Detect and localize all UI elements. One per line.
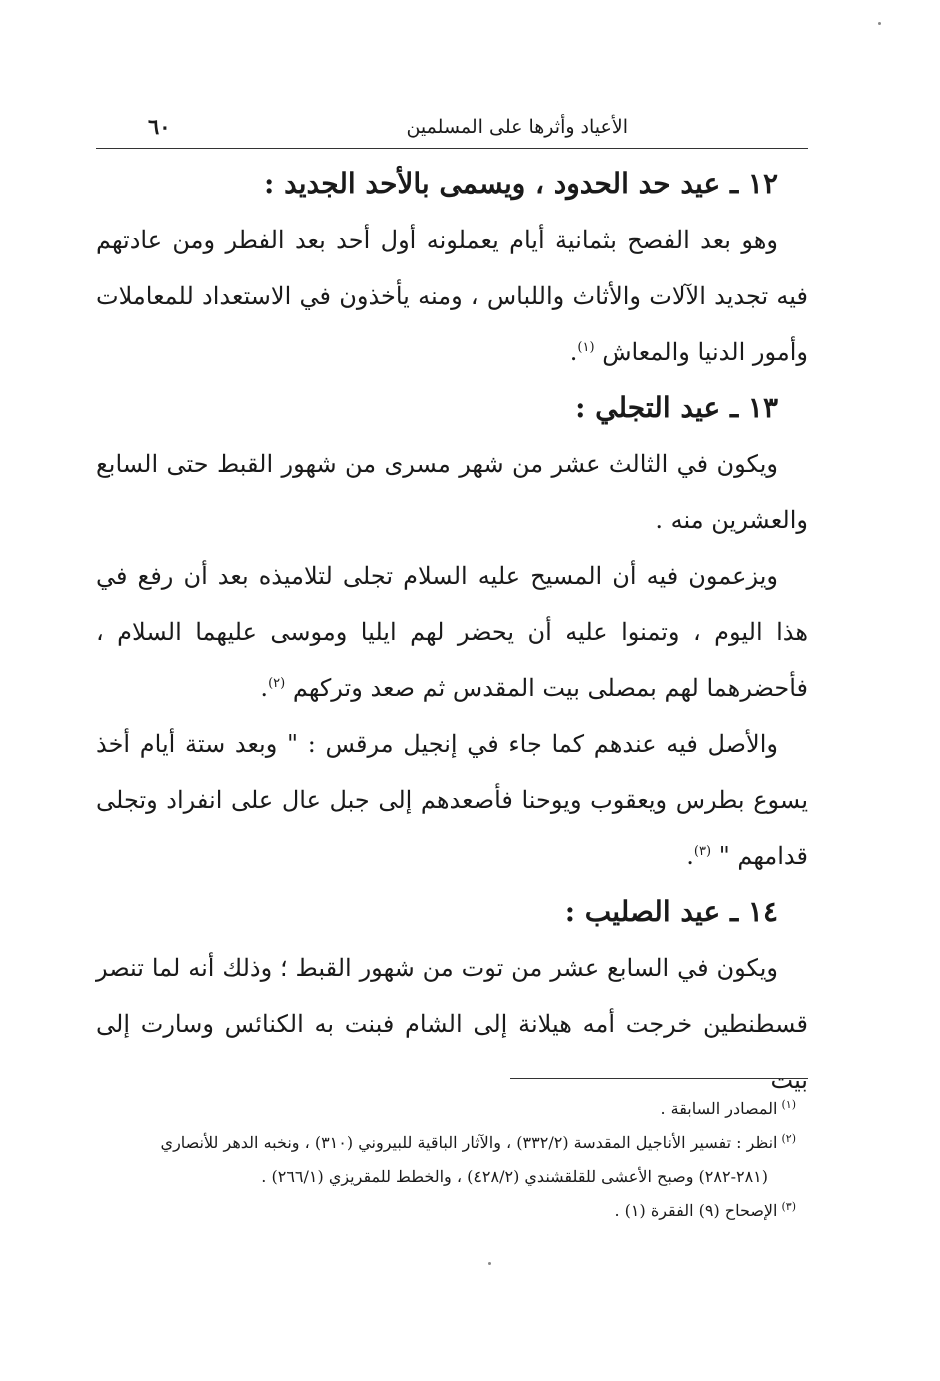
section-heading: ١٢ ـ عيد حد الحدود ، ويسمى بالأحد الجديد : (263, 167, 778, 200)
footnote-divider (510, 1078, 808, 1079)
paragraph: ويكون في السابع عشر من توت من شهور القبط ؛ وذلك أنه لما تنصر قسطنطين خرجت أمه هيلانة إلى الشام فبنت به الكنائس وسارت إلى بيت (96, 954, 808, 1094)
section-heading: ١٤ ـ عيد الصليب : (564, 895, 778, 928)
footnote-number: (٢) (781, 1131, 796, 1145)
scan-speck (488, 1262, 491, 1265)
paragraph: وهو بعد الفصح بثمانية أيام يعملونه أول أحد بعد الفطر ومن عادتهم فيه تجديد الآلات والأثاث واللباس ، ومنه يأخذون في الاستعداد للمعاملات وأمور الدنيا والمعاش $^{(١)}$. (96, 226, 808, 366)
paragraph: ويكون في الثالث عشر من شهر مسرى من شهور القبط حتى السابع والعشرين منه . (96, 450, 808, 534)
footnote-number: (٣) (781, 1199, 796, 1213)
scan-speck (878, 22, 881, 25)
paragraph: ويزعمون فيه أن المسيح عليه السلام تجلى لتلاميذه بعد أن رفع في هذا اليوم ، وتمنوا عليه أن يحضر لهم ايليا وموسى عليهما السلام ، فأحضرهما لهم بمصلى بيت المقدس ثم صعد وتركهم $^{(٢)}$. (96, 562, 808, 702)
footnote-continuation: (٢٨١-٢٨٢) وصبح الأعشى للقلقشندي (٤٢٨/٢) ، والخطط للمقريزي (٢٦٦/١) . (261, 1167, 768, 1186)
main-text (96, 156, 808, 1108)
running-title: الأعياد وأثرها على المسلمين (406, 116, 628, 138)
header-divider (96, 148, 808, 149)
section-heading: ١٣ ـ عيد التجلي : (575, 391, 778, 424)
footnotes (96, 1092, 808, 1228)
page-number: ٦٠ (148, 114, 171, 139)
footnote-reference[interactable]: (١) (577, 340, 595, 355)
footnote: $^{(٣)}$الإصحاح (٩) الفقرة (١) . (614, 1199, 796, 1220)
footnote-number: (١) (781, 1097, 796, 1111)
paragraph: والأصل فيه عندهم كما جاء في إنجيل مرقس : " وبعد ستة أيام أخذ يسوع بطرس ويعقوب ويوحنا فأصعدهم إلى جبل عال على انفراد وتجلى قدامهم " $^{(٣)}$. (96, 730, 808, 870)
running-header (96, 112, 808, 148)
footnote: $^{(٢)}$انظر : تفسير الأناجيل المقدسة (٣٣٢/٢) ، والآثار الباقية للبيروني (٣١٠) ، ونخبه الدهر للأنصاري (160, 1131, 796, 1152)
footnote-reference[interactable]: (٢) (268, 676, 286, 691)
footnote-reference[interactable]: (٣) (693, 844, 712, 859)
footnote: $^{(١)}$المصادر السابقة . (660, 1097, 796, 1118)
